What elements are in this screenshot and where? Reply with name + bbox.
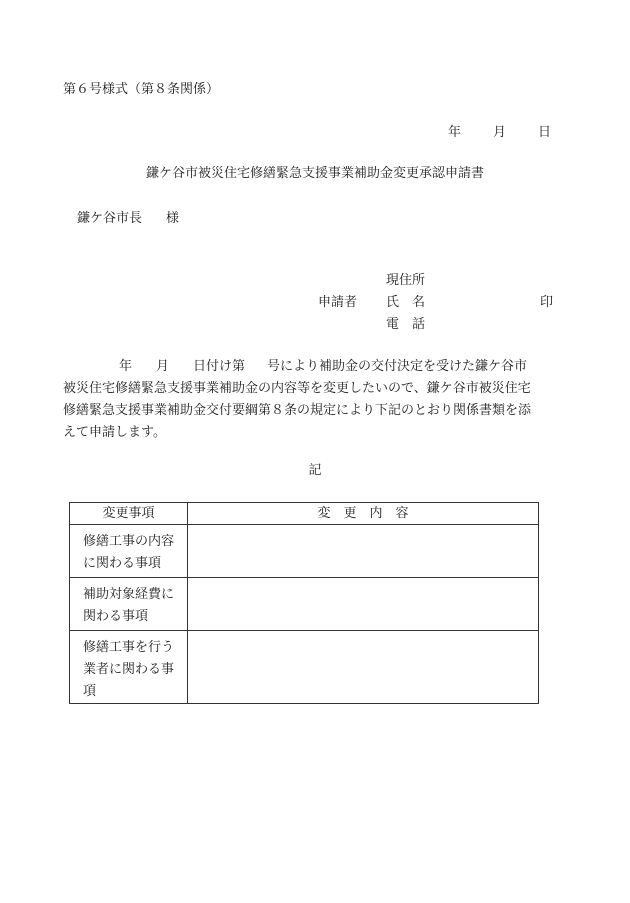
- row-content-cell[interactable]: [188, 578, 539, 631]
- phone-label: 電 話: [386, 317, 426, 332]
- row-item-label: 補助対象経費に 関わる事項: [70, 578, 188, 631]
- form-number: 第６号様式（第８条関係）: [63, 82, 220, 97]
- document-title: 鎌ケ谷市被災住宅修繕緊急支援事業補助金変更承認申請書: [145, 166, 484, 181]
- body-line-3: 修繕緊急支援事業補助金交付要綱第８条の規定により下記のとおり関係書類を添: [63, 403, 532, 418]
- body-paragraph: [63, 356, 543, 444]
- row-item-label: 修繕工事の内容 に関わる事項: [70, 525, 188, 578]
- date-day: 日: [537, 125, 551, 140]
- addressee: [77, 212, 179, 225]
- seal-label: 印: [540, 295, 554, 310]
- addressee-honorific: 様: [166, 211, 180, 226]
- row-content-cell[interactable]: [188, 631, 539, 704]
- body-line-2: 被災住宅修繕緊急支援事業補助金の内容等を変更したいので、鎌ケ谷市被災住宅: [63, 381, 531, 396]
- addressee-name: 鎌ケ谷市長: [77, 211, 143, 226]
- ki-label: 記: [308, 463, 322, 478]
- date-line: [448, 126, 551, 139]
- table-row: [70, 525, 539, 578]
- body-line-1: 年 月 日付け第 号により補助金の交付決定を受けた鎌ケ谷市: [119, 359, 528, 374]
- header-change-item: 変更事項: [70, 503, 188, 525]
- body-line-4: えて申請します。: [63, 425, 166, 440]
- name-label: 氏 名: [386, 295, 426, 310]
- row-item-label: 修繕工事を行う 業者に関わる事 項: [70, 631, 188, 704]
- row-content-cell[interactable]: [188, 525, 539, 578]
- applicant-label: 申請者: [318, 295, 358, 310]
- address-label: 現住所: [386, 273, 426, 288]
- table-row: [70, 631, 539, 704]
- header-change-content: 変 更 内 容: [188, 503, 539, 525]
- date-month: 月: [492, 125, 506, 140]
- change-table: [69, 502, 539, 704]
- table-row: [70, 578, 539, 631]
- table-header-row: [70, 503, 539, 525]
- date-year: 年: [447, 125, 461, 140]
